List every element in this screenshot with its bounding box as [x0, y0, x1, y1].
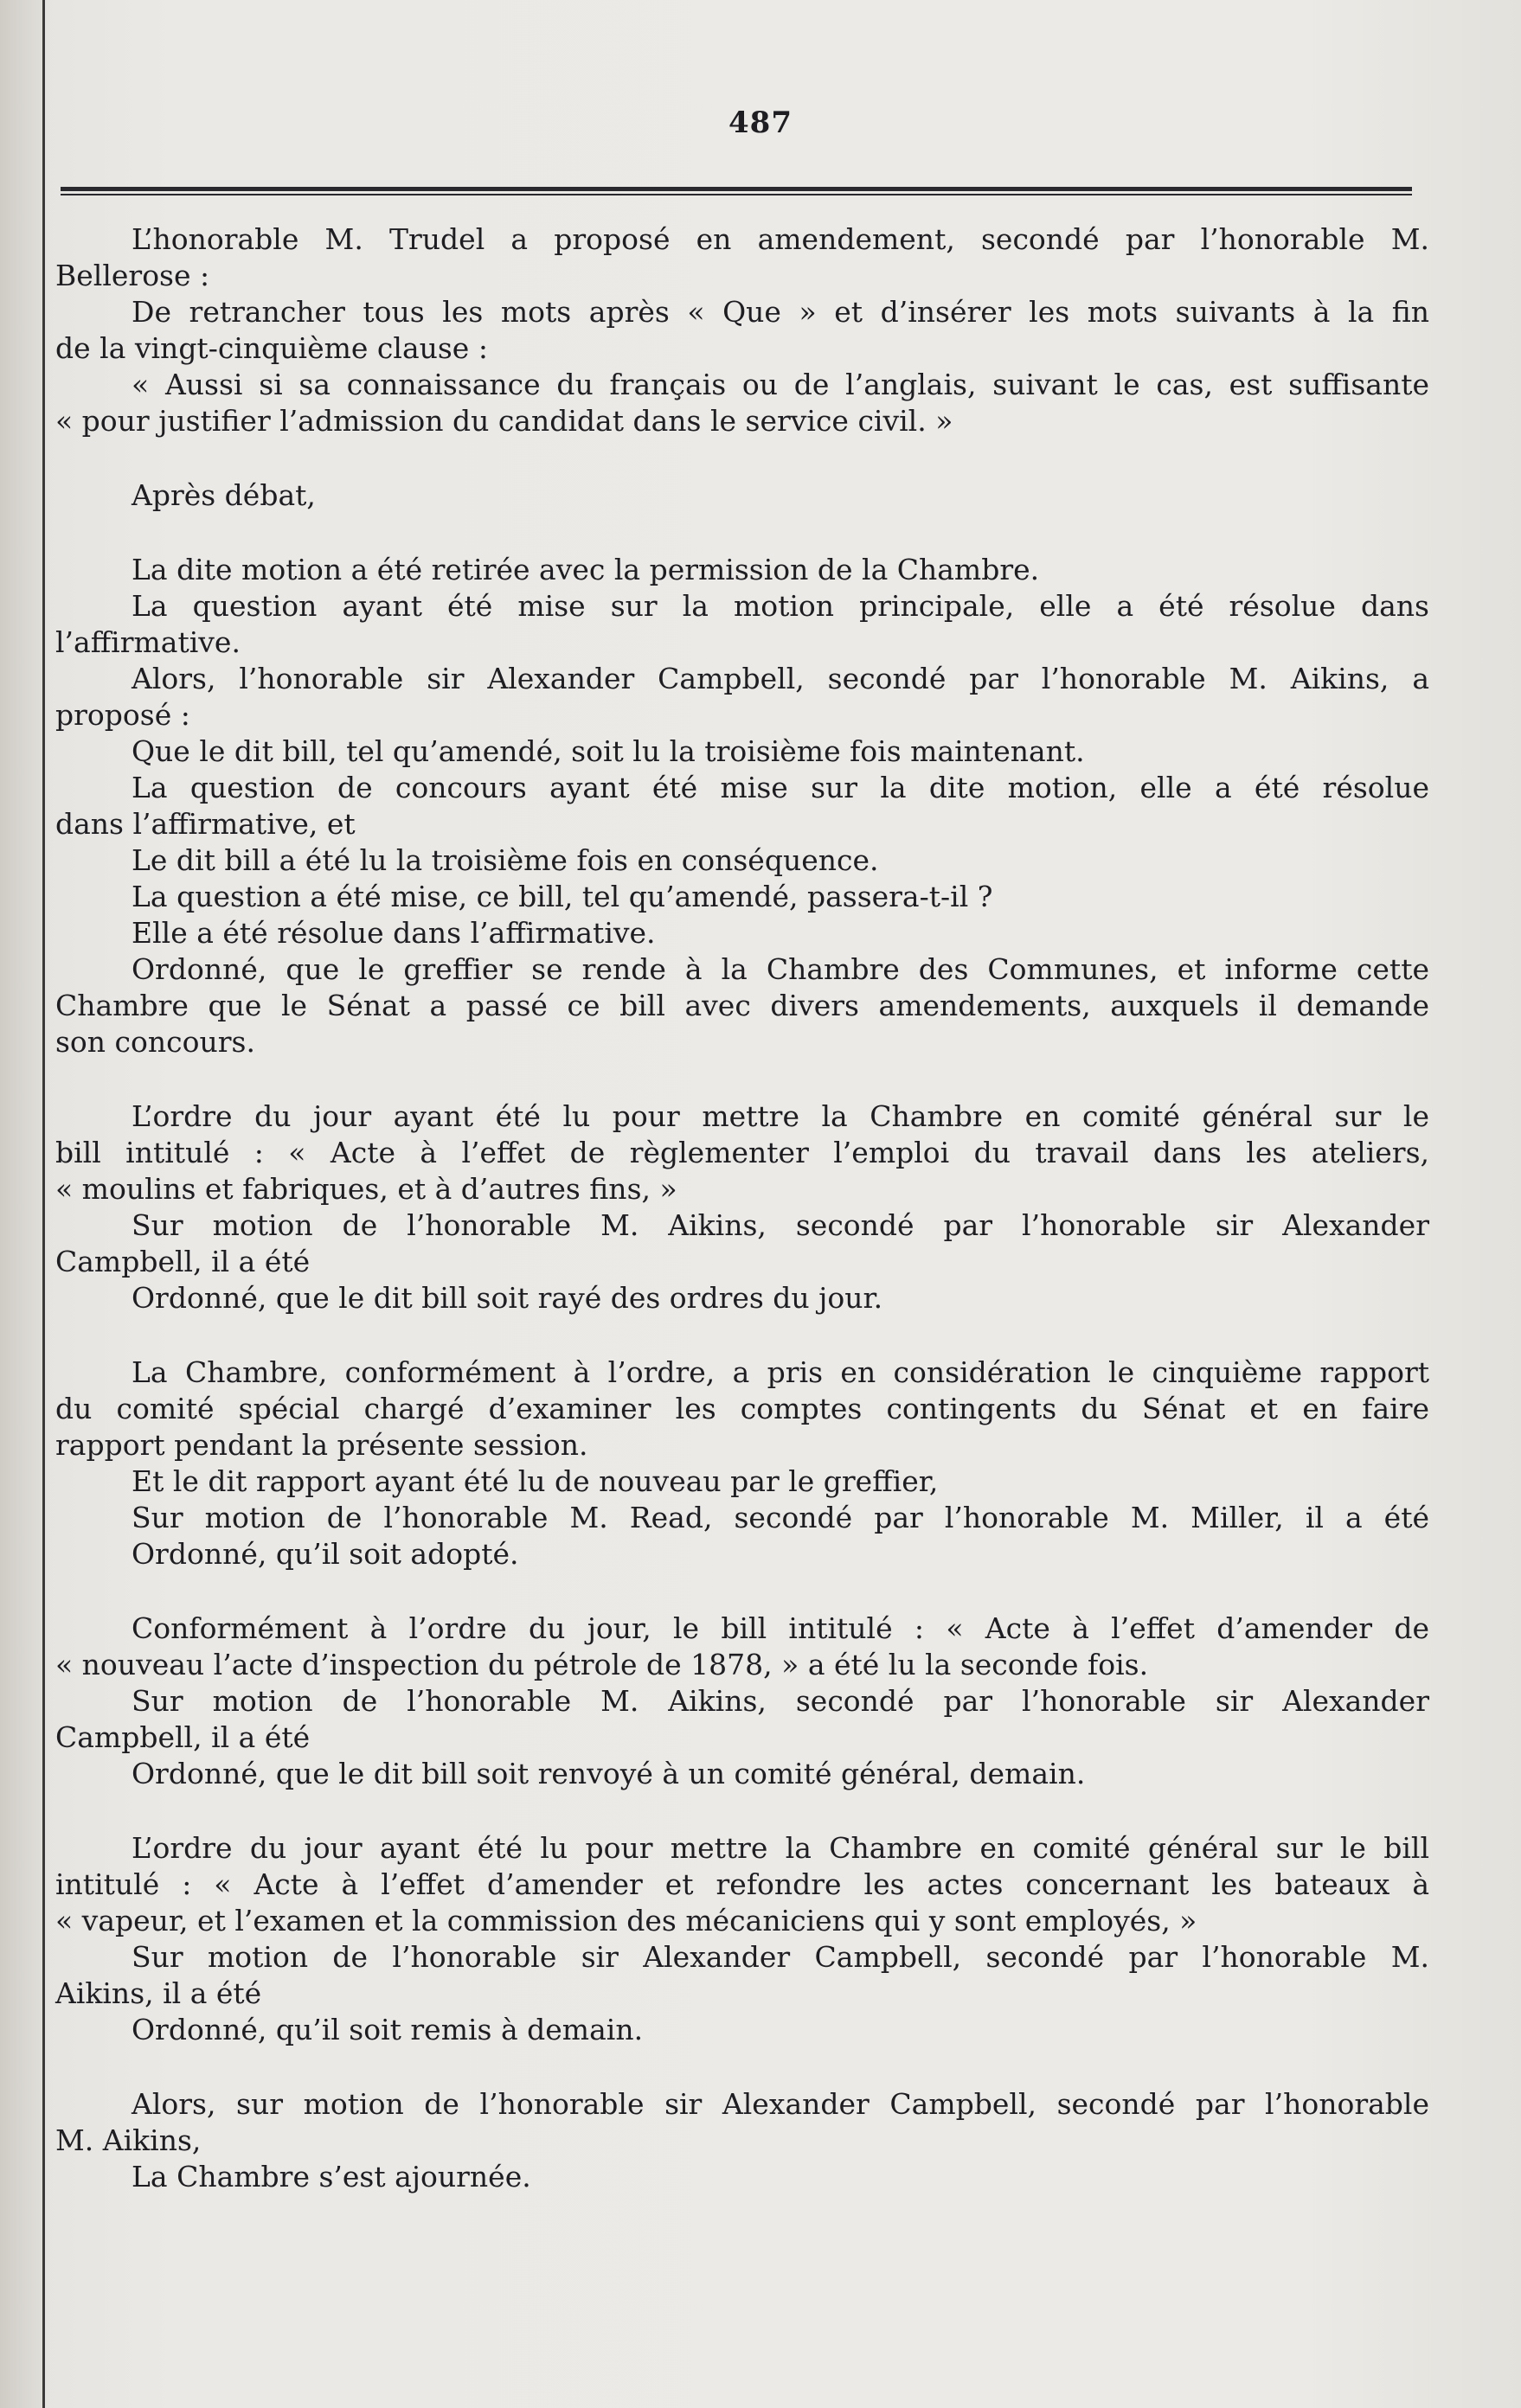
- paragraph-gap: [55, 514, 1429, 552]
- text-line: « Aussi si sa connaissance du français ou de l’anglais, suivant le cas, est suffisante: [132, 368, 1429, 401]
- header-rule: [61, 187, 1412, 195]
- text-line: Conformément à l’ordre du jour, le bill intitulé : « Acte à l’effet d’amender de: [132, 1611, 1429, 1645]
- text-line: Et le dit rapport ayant été lu de nouveau par le greffier,: [132, 1464, 939, 1498]
- text-line: « pour justifier l’admission du candidat dans le service civil. »: [55, 404, 953, 438]
- text-line: Alors, sur motion de l’honorable sir Alexander Campbell, secondé par l’honorable: [132, 2087, 1429, 2121]
- text-line: L’ordre du jour ayant été lu pour mettre la Chambre en comité général sur le bill: [132, 1831, 1429, 1865]
- text-line: Sur motion de l’honorable M. Aikins, secondé par l’honorable sir Alexander: [132, 1208, 1429, 1242]
- text-line: Chambre que le Sénat a passé ce bill avec divers amendements, auxquels il demande: [55, 989, 1429, 1022]
- text-line: Ordonné, qu’il soit adopté.: [132, 1537, 519, 1571]
- paragraph-gap: [55, 1316, 1429, 1354]
- text-line: intitulé : « Acte à l’effet d’amender et refondre les actes concernant les bateaux à: [55, 1867, 1429, 1901]
- text-line: Sur motion de l’honorable sir Alexander Campbell, secondé par l’honorable M.: [132, 1940, 1429, 1974]
- text-line: « vapeur, et l’examen et la commission des mécaniciens qui y sont employés, »: [55, 1904, 1197, 1937]
- text-line: bill intitulé : « Acte à l’effet de règlementer l’emploi du travail dans les ateliers,: [55, 1136, 1429, 1169]
- text-line: Sur motion de l’honorable M. Aikins, secondé par l’honorable sir Alexander: [132, 1684, 1429, 1718]
- paragraph-gap: [55, 2048, 1429, 2086]
- text-line: Elle a été résolue dans l’affirmative.: [132, 916, 656, 950]
- paragraph-gap: [55, 1572, 1429, 1611]
- text-line: La Chambre, conformément à l’ordre, a pris en considération le cinquième rapport: [132, 1355, 1429, 1389]
- text-line: Après débat,: [132, 478, 316, 512]
- text-line: Ordonné, que le dit bill soit renvoyé à un comité général, demain.: [132, 1757, 1086, 1790]
- text-line: La question de concours ayant été mise sur la dite motion, elle a été résolue: [132, 771, 1429, 804]
- text-line: de la vingt-cinquième clause :: [55, 331, 488, 365]
- text-line: dans l’affirmative, et: [55, 807, 356, 841]
- text-line: du comité spécial chargé d’examiner les comptes contingents du Sénat et en faire: [55, 1392, 1429, 1425]
- text-line: La dite motion a été retirée avec la permission de la Chambre.: [132, 553, 1040, 586]
- text-line: proposé :: [55, 698, 190, 732]
- text-line: l’affirmative.: [55, 625, 241, 659]
- book-gutter: [0, 0, 45, 2408]
- text-line: La question a été mise, ce bill, tel qu’amendé, passera-t-il ?: [132, 880, 993, 913]
- text-line: La Chambre s’est ajournée.: [132, 2160, 531, 2193]
- text-line: Campbell, il a été: [55, 1245, 311, 1278]
- text-line: Que le dit bill, tel qu’amendé, soit lu la troisième fois maintenant.: [132, 734, 1085, 768]
- text-line: « moulins et fabriques, et à d’autres fins, »: [55, 1172, 677, 1206]
- paragraph-gap: [55, 439, 1429, 477]
- text-line: « nouveau l’acte d’inspection du pétrole de 1878, » a été lu la seconde fois.: [55, 1648, 1149, 1681]
- text-line: Sur motion de l’honorable M. Read, secondé par l’honorable M. Miller, il a été: [132, 1501, 1429, 1534]
- text-line: De retrancher tous les mots après « Que » et d’insérer les mots suivants à la fin: [132, 295, 1429, 329]
- text-line: L’honorable M. Trudel a proposé en amendement, secondé par l’honorable M.: [132, 222, 1429, 256]
- text-line: Aikins, il a été: [55, 1976, 262, 2010]
- page-number: 487: [728, 106, 793, 140]
- text-line: Bellerose :: [55, 259, 210, 292]
- text-line: Le dit bill a été lu la troisième fois en conséquence.: [132, 843, 879, 877]
- text-line: Ordonné, que le dit bill soit rayé des ordres du jour.: [132, 1281, 883, 1315]
- text-line: L’ordre du jour ayant été lu pour mettre la Chambre en comité général sur le: [132, 1099, 1429, 1133]
- paragraph-gap: [55, 1792, 1429, 1830]
- text-line: Campbell, il a été: [55, 1720, 311, 1754]
- text-line: Ordonné, que le greffier se rende à la Chambre des Communes, et informe cette: [132, 952, 1429, 986]
- text-line: Alors, l’honorable sir Alexander Campbell, secondé par l’honorable M. Aikins, a: [132, 662, 1429, 695]
- text-line: son concours.: [55, 1025, 255, 1059]
- body-text: [55, 221, 1429, 2195]
- text-line: La question ayant été mise sur la motion principale, elle a été résolue dans: [132, 589, 1429, 623]
- text-line: M. Aikins,: [55, 2123, 202, 2157]
- text-line: Ordonné, qu’il soit remis à demain.: [132, 2013, 644, 2046]
- text-line: rapport pendant la présente session.: [55, 1428, 588, 1462]
- paragraph-gap: [55, 1060, 1429, 1098]
